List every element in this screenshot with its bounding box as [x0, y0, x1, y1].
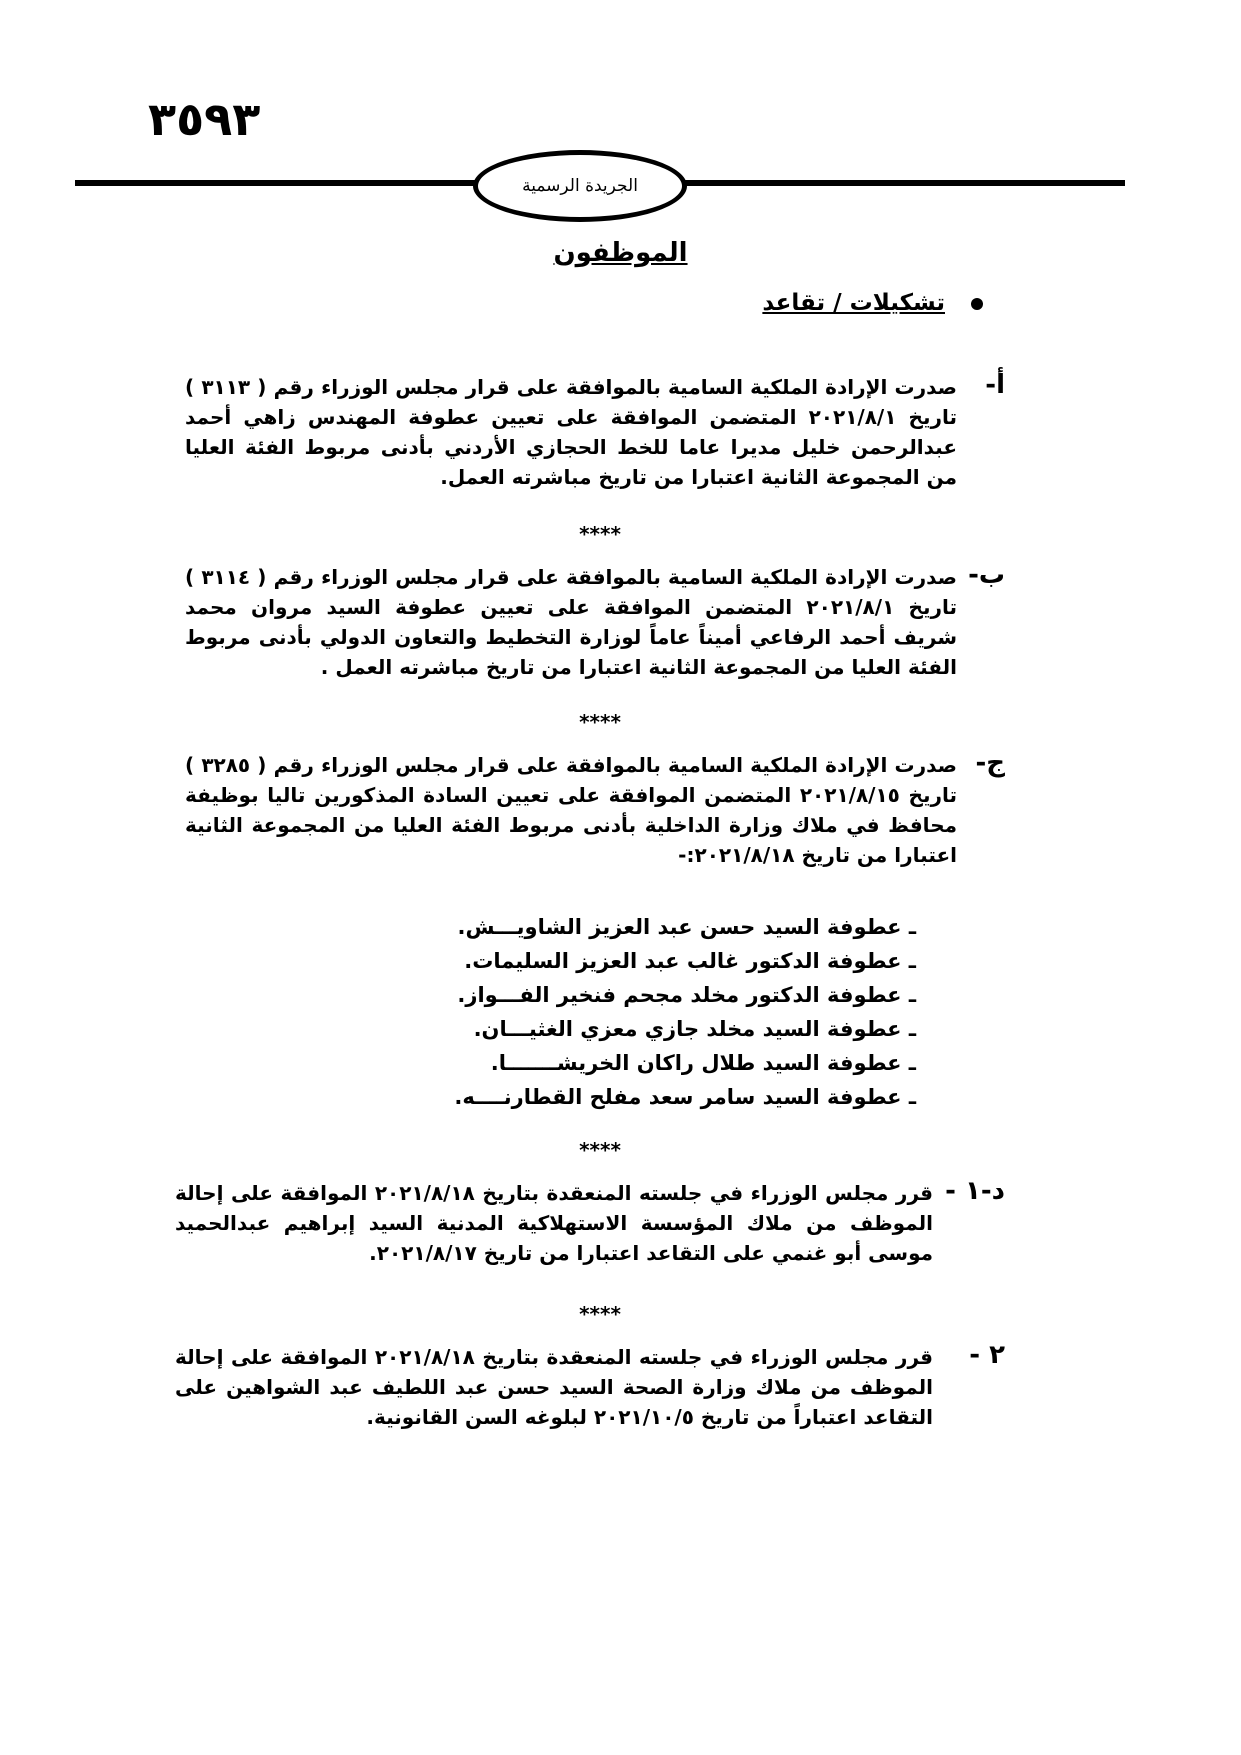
gazette-header-oval	[473, 150, 687, 222]
retirement-item-2	[175, 1342, 1005, 1442]
item-text: صدرت الإرادة الملكية السامية بالموافقة على قرار مجلس الوزراء رقم ( ٣١١٤ ) تاريخ ٢٠٢١/٨/١ المتضمن الموافقة على تعيين عطوفة السيد مروان محمد شريف أحمد الرفاعي أميناً عاماً لوزارة التخطيط والتعاون الدولي بأدنى مربوط الفئة العليا من المجموعة الثانية اعتبارا من تاريخ مباشرته العمل .	[185, 565, 958, 679]
list-item: ـ عطوفة السيد حسن عبد العزيز الشاويـــش.	[457, 915, 916, 939]
list-item: ـ عطوفة السيد سامر سعد مفلح القطارنــــه.	[454, 1085, 916, 1109]
item-text: قرر مجلس الوزراء في جلسته المنعقدة بتاريخ ٢٠٢١/٨/١٨ الموافقة على إحالة الموظف من ملاك وزارة الصحة السيد حسن عبد اللطيف عبد الشواهين على التقاعد اعتباراً من تاريخ ٢٠٢١/١٠/٥ لبلوغه السن القانونية.	[175, 1345, 933, 1429]
separator: ****	[579, 1302, 621, 1326]
gazette-header-label: الجريدة الرسمية	[522, 176, 638, 196]
item-text: قرر مجلس الوزراء في جلسته المنعقدة بتاريخ ٢٠٢١/٨/١٨ الموافقة على إحالة الموظف من ملاك المؤسسة الاستهلاكية المدنية السيد إبراهيم عبدالحميد موسى أبو غنمي على التقاعد اعتبارا من تاريخ ٢٠٢١/٨/١٧.	[175, 1181, 933, 1265]
subheading-text: تشكيلات / تقاعد	[762, 290, 945, 316]
decree-item-a	[185, 372, 1005, 497]
list-item: ـ عطوفة السيد مخلد جازي معزي الغثيـــان.	[473, 1017, 916, 1041]
item-text: صدرت الإرادة الملكية السامية بالموافقة على قرار مجلس الوزراء رقم ( ٣١١٣ ) تاريخ ٢٠٢١/٨/١ المتضمن الموافقة على تعيين عطوفة المهندس زاهي أحمد عبدالرحمن خليل مديرا عاما للخط الحجازي الأردني بأدنى مربوط الفئة العليا من المجموعة الثانية اعتبارا من تاريخ مباشرته العمل.	[185, 375, 957, 489]
section-title: الموظفون	[553, 238, 688, 268]
bullet-icon	[971, 298, 983, 310]
list-item: ـ عطوفة السيد طلال راكان الخريشـــــــا.	[490, 1051, 916, 1075]
item-marker: ٢ -	[969, 1340, 1005, 1370]
page-number: ٣٥٩٣	[148, 92, 261, 146]
decree-item-b	[185, 562, 1005, 687]
retirement-item-1	[175, 1178, 1005, 1278]
item-marker: أ-	[985, 370, 1005, 400]
item-text: صدرت الإرادة الملكية السامية بالموافقة على قرار مجلس الوزراء رقم ( ٣٢٨٥ ) تاريخ ٢٠٢١/٨/١٥ المتضمن الموافقة على تعيين السادة المذكورين تاليا بوظيفة محافظ في ملاك وزارة الداخلية بأدنى مربوط الفئة العليا من المجموعة الثانية اعتبارا من تاريخ ٢٠٢١/٨/١٨:-	[185, 753, 957, 867]
separator: ****	[579, 522, 621, 546]
decree-item-c	[185, 750, 1005, 875]
item-marker: ب-	[968, 560, 1005, 590]
item-marker: ج-	[975, 748, 1005, 778]
item-marker: د-١ -	[945, 1176, 1005, 1206]
list-item: ـ عطوفة الدكتور مخلد مجحم فنخير الفـــواز.	[457, 983, 916, 1007]
separator: ****	[579, 1138, 621, 1162]
separator: ****	[579, 710, 621, 734]
governors-list	[454, 910, 916, 1114]
list-item: ـ عطوفة الدكتور غالب عبد العزيز السليمات.	[464, 949, 916, 973]
subheading	[762, 290, 983, 316]
